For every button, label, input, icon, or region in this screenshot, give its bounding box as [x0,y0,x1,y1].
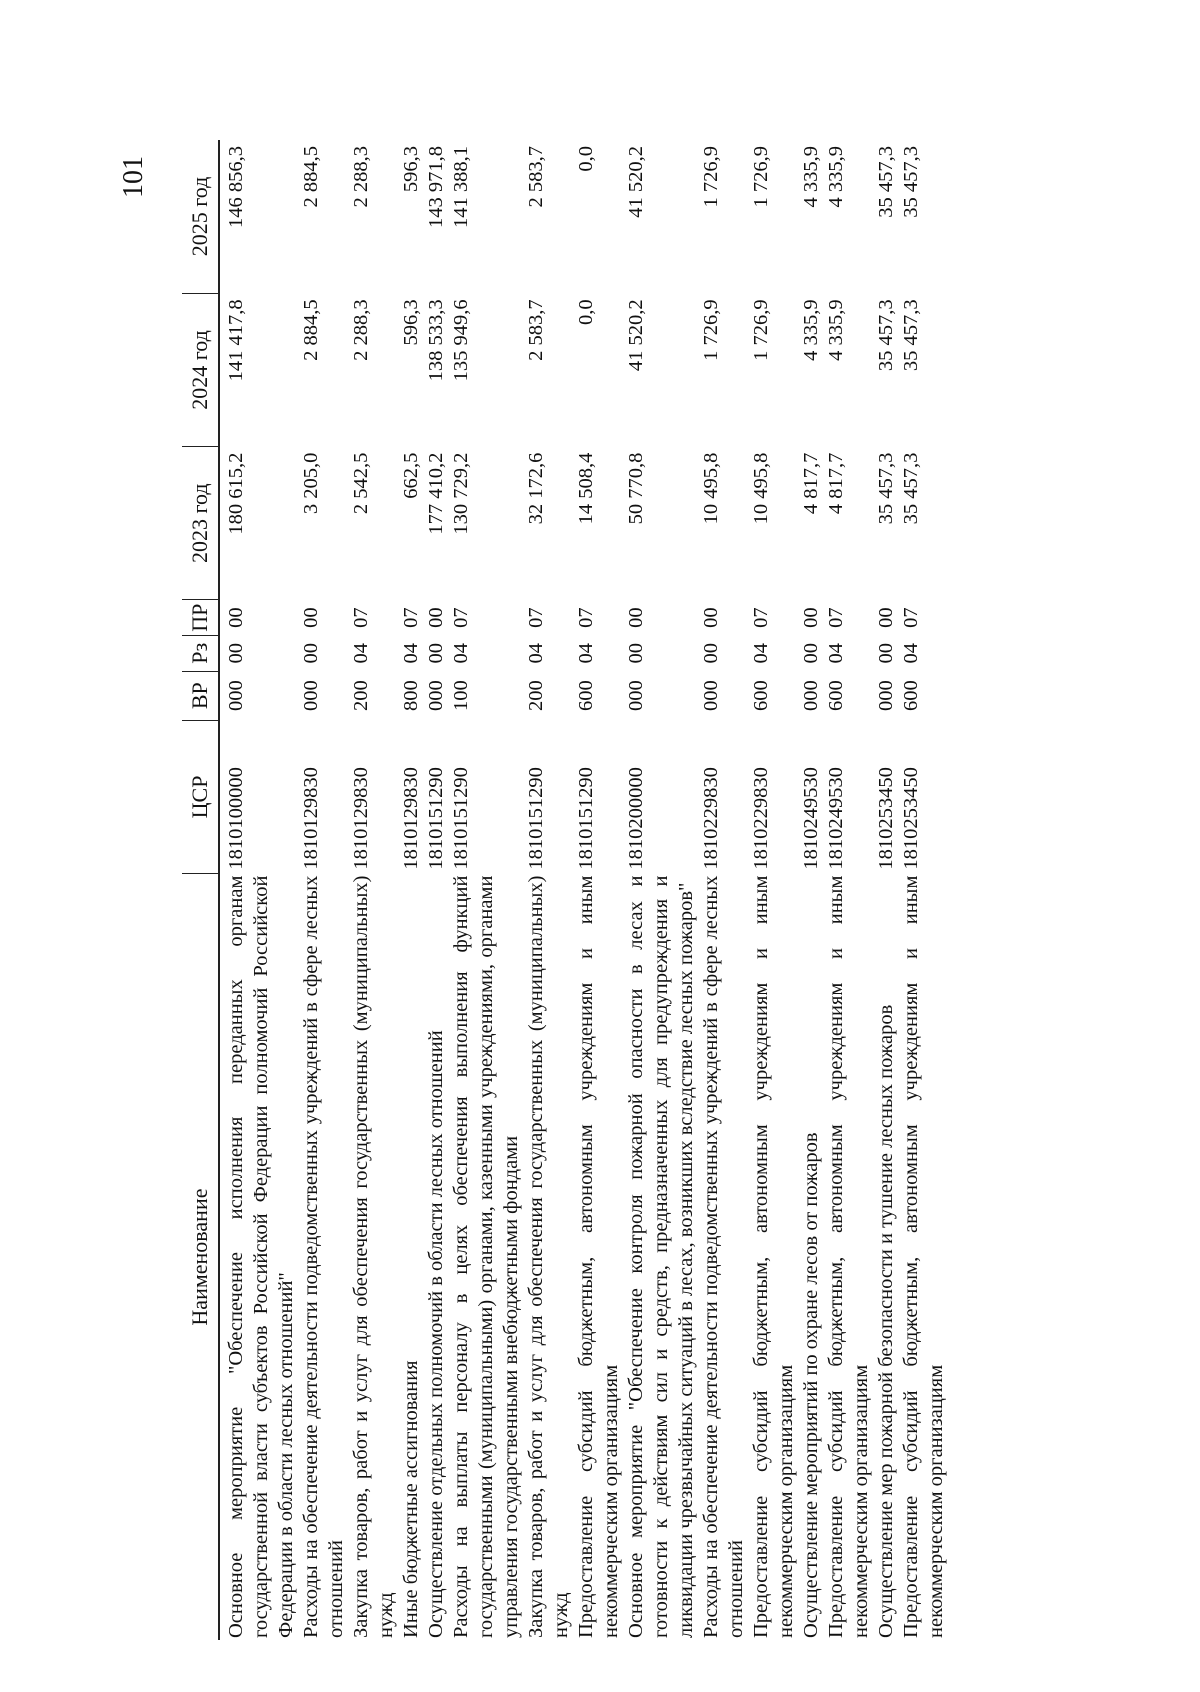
row-name: Расходы на обеспечение деятельности подведомственных учреждений в сфере лесных отношений [300,875,347,1638]
row-2023: 10 495,8 [750,452,772,525]
row-name: Закупка товаров, работ и услуг для обеспечения государственных (муниципальных) нужд [525,875,572,1638]
row-2024: 35 457,3 [900,299,922,372]
row-pr: 00 [425,607,447,628]
row-name: Расходы на обеспечение деятельности подведомственных учреждений в сфере лесных отношений [700,875,747,1638]
row-csr: 1810151290 [450,767,472,870]
row-2024: 1 726,9 [750,299,772,361]
row-csr: 1810249530 [825,767,847,870]
row-rz: 04 [825,643,847,664]
table-row [399,140,424,1640]
row-vr: 600 [575,680,597,712]
budget-table [182,140,949,1640]
table-row [624,140,699,1640]
row-2025: 2 583,7 [525,146,547,208]
row-2025: 2 884,5 [300,146,322,208]
row-2023: 180 615,2 [225,452,247,535]
table-row [524,140,574,1640]
row-2024: 596,3 [400,299,422,346]
row-2023: 35 457,3 [900,452,922,525]
row-pr: 07 [400,607,422,628]
header-pr: ПР [182,600,219,636]
row-2024: 1 726,9 [700,299,722,361]
table-row [219,140,299,1640]
row-rz: 00 [875,643,897,664]
row-2023: 3 205,0 [300,452,322,515]
row-2023: 10 495,8 [700,452,722,525]
row-rz: 04 [350,643,372,664]
row-rz: 04 [575,643,597,664]
row-2024: 35 457,3 [875,299,897,372]
row-2024: 0,0 [575,299,597,325]
row-2024: 2 583,7 [525,299,547,361]
row-csr: 1810229830 [700,767,722,870]
row-2025: 596,3 [400,146,422,193]
row-name: Закупка товаров, работ и услуг для обеспечения государственных (муниципальных) нужд [350,875,397,1638]
table-header-row [182,140,219,1640]
row-2024: 138 533,3 [425,299,447,382]
row-name: Основное мероприятие "Обеспечение исполнения переданных органам государственной власти субъектов Российской Федерации полномочий Российской Федерации в области лесных отношений" [225,875,297,1638]
row-csr: 1810100000 [225,767,247,870]
row-name: Предоставление субсидий бюджетным, автономным учреждениям и иным некоммерческим организациям [575,875,622,1638]
row-2024: 4 335,9 [800,299,822,361]
table-row [299,140,349,1640]
table-row [799,140,824,1640]
row-pr: 07 [750,607,772,628]
row-2024: 141 417,8 [225,299,247,382]
row-csr: 1810129830 [300,767,322,870]
row-rz: 00 [800,643,822,664]
table-row [424,140,449,1640]
header-2023: 2023 год [182,447,219,600]
row-pr: 00 [225,607,247,628]
row-vr: 000 [225,680,247,712]
row-vr: 200 [525,680,547,712]
row-csr: 1810249530 [800,767,822,870]
row-rz: 00 [225,643,247,664]
row-vr: 600 [900,680,922,712]
row-vr: 000 [700,680,722,712]
row-csr: 1810200000 [625,767,647,870]
row-csr: 1810229830 [750,767,772,870]
row-2023: 130 729,2 [450,452,472,535]
row-2025: 41 520,2 [625,146,647,218]
row-pr: 00 [625,607,647,628]
header-2025: 2025 год [182,140,219,293]
row-name: Осуществление отдельных полномочий в области лесных отношений [425,1030,447,1638]
table-row [574,140,624,1640]
row-vr: 000 [875,680,897,712]
row-name: Расходы на выплаты персоналу в целях обеспечения выполнения функций государственными (муниципальными) органами, казенными учреждениями, органами управления государственными внебюджетными фондами [450,875,522,1638]
row-pr: 07 [900,607,922,628]
row-2025: 4 335,9 [825,146,847,208]
row-2025: 35 457,3 [875,146,897,218]
row-name: Предоставление субсидий бюджетным, автономным учреждениям и иным некоммерческим организациям [825,875,872,1638]
row-2023: 4 817,7 [825,452,847,515]
row-2023: 662,5 [400,452,422,499]
row-pr: 00 [875,607,897,628]
table-row [824,140,874,1640]
row-2023: 35 457,3 [875,452,897,525]
header-rz: Рз [182,635,219,671]
row-2025: 146 856,3 [225,146,247,228]
row-2024: 2 288,3 [350,299,372,361]
row-name: Иные бюджетные ассигнования [400,1360,422,1638]
row-csr: 1810129830 [400,767,422,870]
row-vr: 000 [625,680,647,712]
header-name: Наименование [182,874,219,1640]
row-2025: 35 457,3 [900,146,922,218]
row-rz: 00 [700,643,722,664]
row-vr: 000 [425,680,447,712]
row-vr: 000 [300,680,322,712]
table-row [349,140,399,1640]
header-vr: ВР [182,671,219,720]
row-rz: 00 [300,643,322,664]
table-row [449,140,524,1640]
page-number [120,148,148,198]
row-2025: 1 726,9 [700,146,722,208]
row-pr: 07 [350,607,372,628]
row-2023: 2 542,5 [350,452,372,515]
row-vr: 100 [450,680,472,712]
row-csr: 1810151290 [525,767,547,870]
table-row [699,140,749,1640]
row-pr: 07 [825,607,847,628]
row-2023: 32 172,6 [525,452,547,525]
row-name: Предоставление субсидий бюджетным, автономным учреждениям и иным некоммерческим организациям [750,875,797,1638]
row-csr: 1810151290 [575,767,597,870]
row-2023: 14 508,4 [575,452,597,525]
budget-table-rotated [182,140,1042,1640]
row-csr: 1810253450 [900,767,922,870]
row-pr: 07 [575,607,597,628]
row-rz: 00 [425,643,447,664]
row-2025: 4 335,9 [800,146,822,208]
table-row [749,140,799,1640]
row-2023: 4 817,7 [800,452,822,515]
row-2023: 177 410,2 [425,452,447,535]
row-name: Предоставление субсидий бюджетным, автономным учреждениям и иным некоммерческим организациям [900,875,947,1638]
row-name: Основное мероприятие "Обеспечение контроля пожарной опасности в лесах и готовности к действиям сил и средств, предназначенных для предупреждения и ликвидации чрезвычайных ситуаций в лесах, возникших вследствие лесных пожаров" [625,875,697,1638]
row-name: Осуществление мер пожарной безопасности и тушение лесных пожаров [875,1004,897,1638]
row-2023: 50 770,8 [625,452,647,525]
row-2025: 0,0 [575,146,597,172]
row-csr: 1810129830 [350,767,372,870]
row-rz: 04 [750,643,772,664]
row-vr: 600 [825,680,847,712]
table-row [874,140,899,1640]
row-2024: 2 884,5 [300,299,322,361]
row-rz: 04 [400,643,422,664]
row-rz: 04 [450,643,472,664]
row-csr: 1810253450 [875,767,897,870]
row-vr: 600 [750,680,772,712]
row-2024: 41 520,2 [625,299,647,372]
row-vr: 000 [800,680,822,712]
row-rz: 04 [900,643,922,664]
page-number-text: 101 [118,156,149,198]
row-csr: 1810151290 [425,767,447,870]
row-pr: 00 [300,607,322,628]
row-2024: 135 949,6 [450,299,472,382]
row-pr: 00 [700,607,722,628]
table-body [219,140,949,1640]
table-row [899,140,949,1640]
row-vr: 200 [350,680,372,712]
row-rz: 00 [625,643,647,664]
row-name: Осуществление мероприятий по охране лесов от пожаров [800,1132,822,1638]
row-2025: 1 726,9 [750,146,772,208]
row-pr: 07 [525,607,547,628]
row-2025: 2 288,3 [350,146,372,208]
row-pr: 00 [800,607,822,628]
row-vr: 800 [400,680,422,712]
row-rz: 04 [525,643,547,664]
header-2024: 2024 год [182,293,219,446]
row-pr: 07 [450,607,472,628]
row-2025: 143 971,8 [425,146,447,228]
row-2024: 4 335,9 [825,299,847,361]
row-2025: 141 388,1 [450,146,472,228]
header-csr: ЦСР [182,720,219,873]
